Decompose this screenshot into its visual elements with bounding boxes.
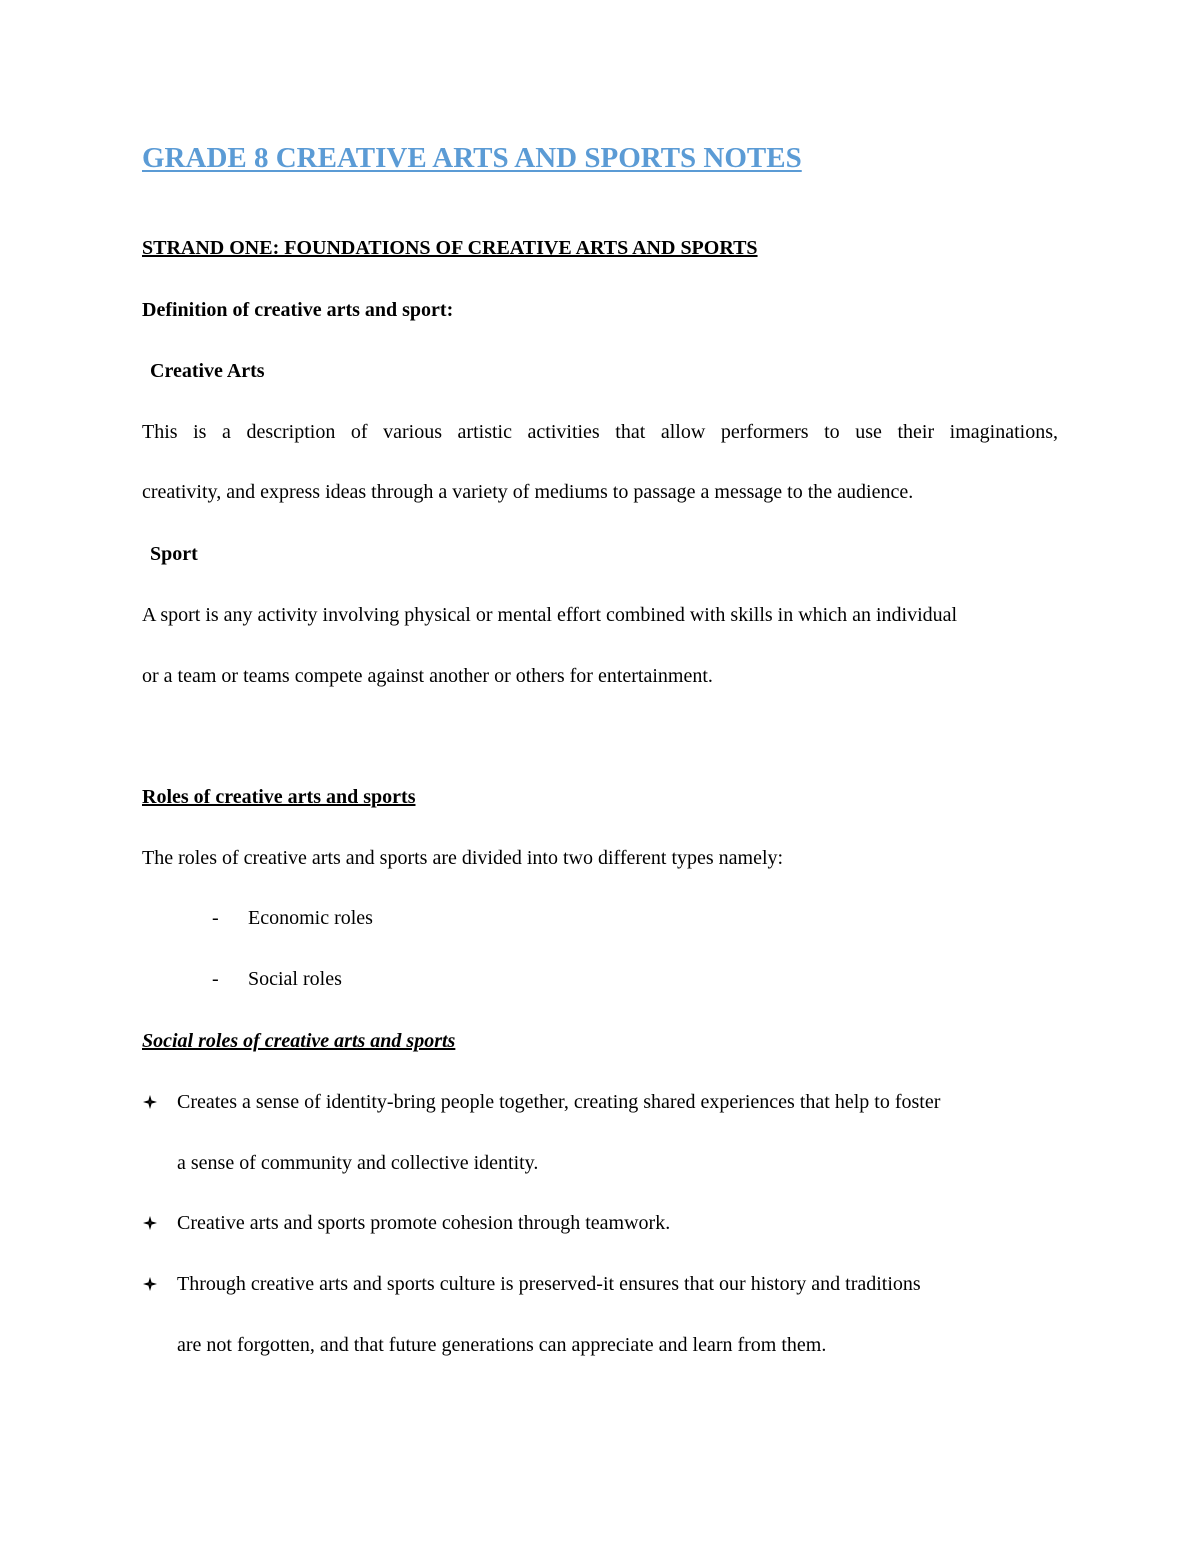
four-point-star-diamond-icon [142,1272,162,1296]
definition-heading: Definition of creative arts and sport: [142,299,454,321]
dash-marker: - [212,907,219,929]
social-roles-heading: Social roles of creative arts and sports [142,1030,456,1052]
dash-marker: - [212,968,219,990]
creative-arts-definition-line-1: This is a description of various artistic activities that allow performers to use their imaginations, [142,421,1058,443]
four-point-star-diamond-icon [142,1090,162,1114]
roles-intro: The roles of creative arts and sports are divided into two different types namely: [142,847,784,869]
social-role-item-3-line-2: are not forgotten, and that future generations can appreciate and learn from them. [177,1334,827,1356]
social-role-item-3-line-1: Through creative arts and sports culture is preserved-it ensures that our history and traditions [177,1273,921,1295]
four-point-star-diamond-icon [142,1211,162,1235]
sport-definition-line-1: A sport is any activity involving physical or mental effort combined with skills in which an individual [142,604,958,626]
social-role-item-2-line-1: Creative arts and sports promote cohesion through teamwork. [177,1212,671,1234]
social-role-item-1-line-2: a sense of community and collective identity. [177,1152,539,1174]
document-title: GRADE 8 CREATIVE ARTS AND SPORTS NOTES [142,142,802,174]
creative-arts-definition-line-2: creativity, and express ideas through a variety of mediums to passage a message to the audience. [142,481,914,503]
role-type-social: Social roles [248,968,342,990]
creative-arts-subheading: Creative Arts [150,360,265,382]
role-type-economic: Economic roles [248,907,373,929]
strand-heading: STRAND ONE: FOUNDATIONS OF CREATIVE ARTS AND SPORTS [142,237,758,259]
sport-subheading: Sport [150,543,198,565]
roles-heading: Roles of creative arts and sports [142,786,416,808]
sport-definition-line-2: or a team or teams compete against another or others for entertainment. [142,665,713,687]
social-role-item-1-line-1: Creates a sense of identity-bring people together, creating shared experiences that help to foster [177,1091,941,1113]
